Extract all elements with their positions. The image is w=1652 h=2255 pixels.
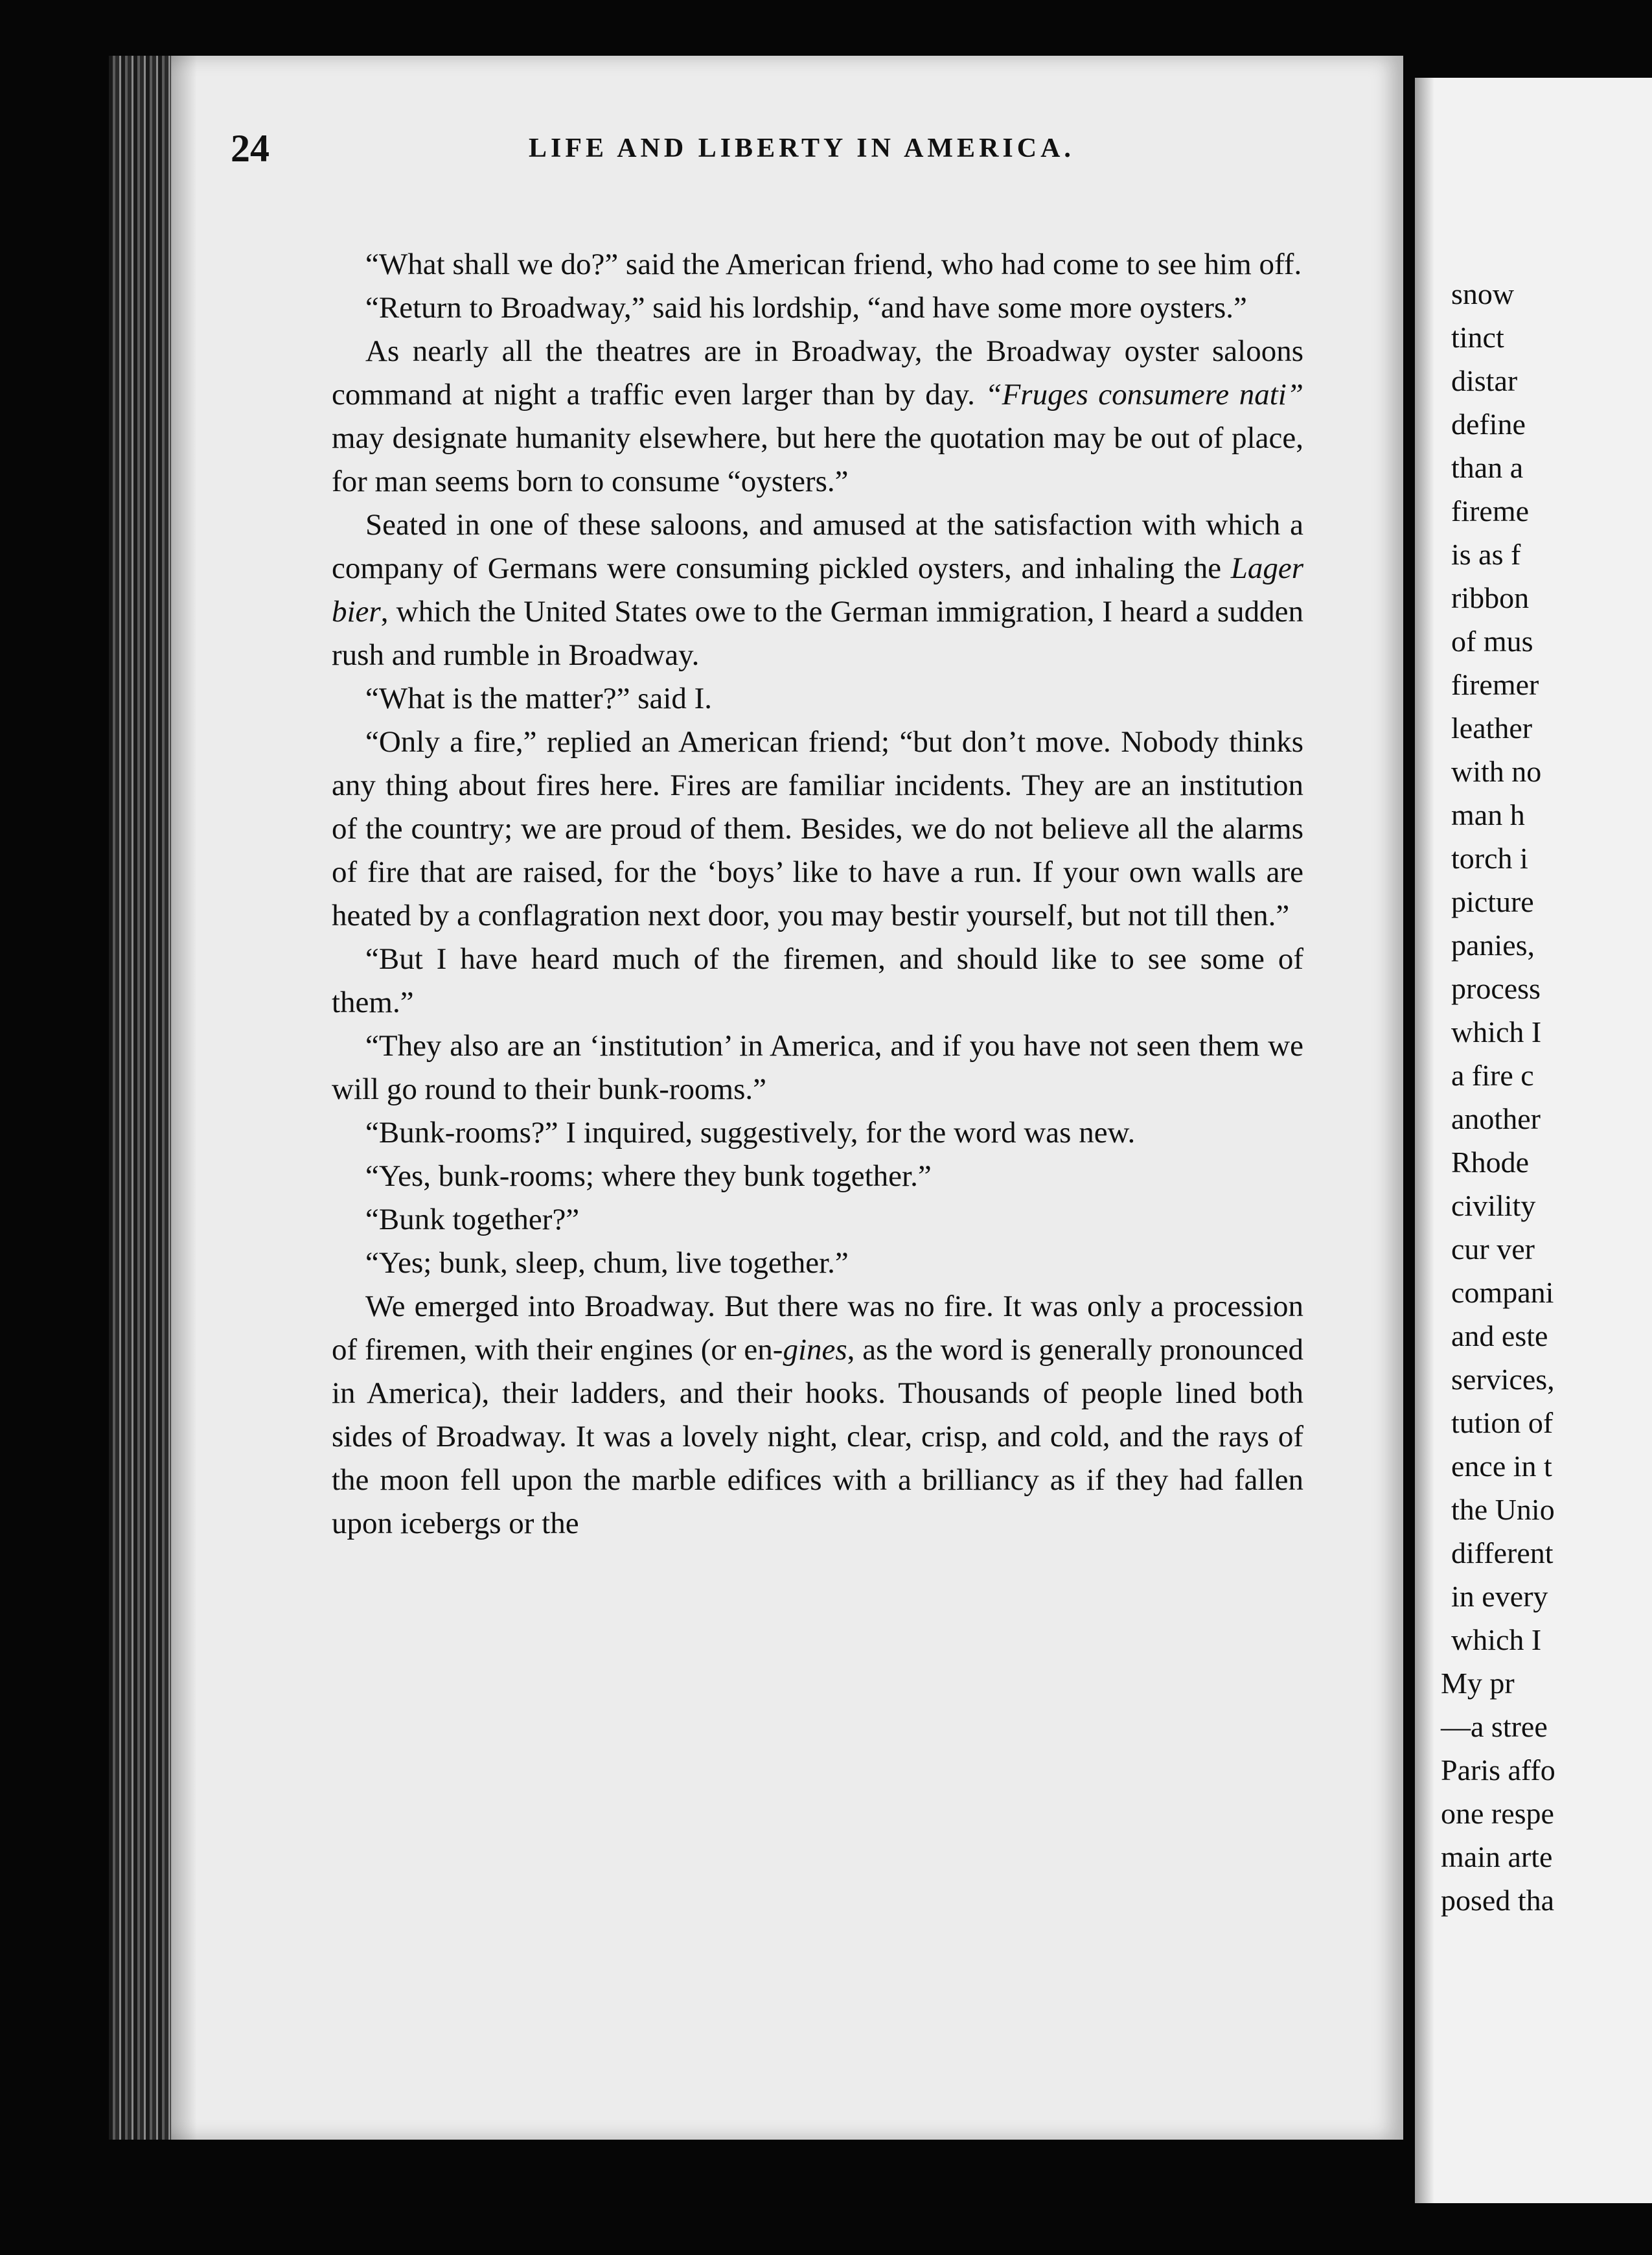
text-run: As nearly all the theatres are in Broadway, the Broadway oyster saloons command at night a traffic even larger than by day. [332, 334, 1303, 411]
right-page-line: is as f [1451, 538, 1521, 571]
paragraph: “But I have heard much of the firemen, and should like to see some of them.” [332, 942, 1303, 1019]
right-page-line: Rhode [1451, 1146, 1530, 1179]
italic-term: Lager bier [332, 551, 1304, 629]
page-edge-gutter [109, 56, 171, 2140]
right-page-line: cur ver [1451, 1232, 1535, 1266]
right-page-line: firemer [1451, 668, 1539, 701]
right-page-line: ence in t [1451, 1450, 1552, 1483]
right-page-line: tution of [1451, 1406, 1554, 1439]
right-page-line: —a stree [1441, 1710, 1548, 1743]
paragraph: “Only a fire,” replied an American friend; “but don’t move. Nobody thinks any thing about fires here. Fires are familiar incidents. They are an institution of the country; we are proud of them. Besides, we do not believe all the alarms of fire that are raised, for the ‘boys’ like to have a run. If your own walls are heated by a conflagration next door, you may bestir yourself, but not till then.” [332, 725, 1303, 932]
right-page-line: the Unio [1451, 1493, 1555, 1526]
right-page-line: one respe [1441, 1797, 1554, 1830]
right-page-line: tinct [1451, 321, 1504, 354]
right-page-line: in every [1451, 1580, 1548, 1613]
right-page-line: with no [1451, 755, 1542, 788]
right-page-line: different [1451, 1536, 1554, 1569]
right-page-line: snow [1451, 277, 1515, 310]
right-page-line: My pr [1441, 1667, 1515, 1700]
paragraph: “Yes, bunk-rooms; where they bunk together.” [365, 1159, 932, 1193]
paragraph: “What is the matter?” said I. [365, 682, 713, 715]
right-page-line: which I [1451, 1015, 1542, 1048]
page-number: 24 [231, 127, 270, 170]
right-page-line: Paris affo [1441, 1753, 1555, 1787]
right-page-line: services, [1451, 1363, 1555, 1396]
right-page-line: fireme [1451, 494, 1530, 527]
right-page-line: another [1451, 1102, 1541, 1135]
paragraph [332, 503, 1303, 677]
right-page-line: and este [1451, 1319, 1548, 1352]
right-page-line: posed tha [1441, 1884, 1555, 1917]
paragraph: “Bunk together?” [365, 1203, 580, 1236]
right-page-line: main arte [1441, 1840, 1553, 1873]
body-text [332, 243, 1303, 1545]
right-page-line: ribbon [1451, 581, 1530, 614]
right-page-fragment [1415, 78, 1652, 2203]
paragraph: “Return to Broadway,” said his lordship, “and have some more oysters.” [365, 291, 1247, 325]
right-page-line: torch i [1451, 842, 1528, 875]
right-page-line: process [1451, 972, 1541, 1005]
right-page-line: leather [1451, 711, 1533, 745]
text-run: , as the word is generally pronounced in America), their ladders, and their hooks. Thousands of people lined both sides of Broadway. It was a lovely night, clear, crisp, and cold, and the rays of the moon fell upon the marble edifices with a brilliancy as if they had fallen upon icebergs or the [332, 1333, 1303, 1540]
running-head [231, 126, 1303, 172]
paragraph [332, 330, 1303, 503]
text-run: Seated in one of these saloons, and amused at the satisfaction with which a company of Germans were consuming pickled oysters, and inhaling the [332, 508, 1303, 585]
paragraph: “Bunk-rooms?” I inquired, suggestively, for the word was new. [365, 1116, 1136, 1150]
right-page-line: compani [1451, 1276, 1554, 1309]
right-page-line: of mus [1451, 625, 1533, 658]
right-page-line: define [1451, 408, 1526, 441]
paragraph: “What shall we do?” said the American friend, who had come to see him off. [365, 248, 1302, 281]
text-run: We emerged into Broadway. But there was no fire. It was only a procession of firemen, with their engines (or en- [332, 1289, 1303, 1367]
right-page-line: panies, [1451, 929, 1535, 962]
right-page-line: than a [1451, 451, 1524, 484]
right-page-line: picture [1451, 885, 1534, 918]
book-title: LIFE AND LIBERTY IN AMERICA. [529, 133, 1075, 163]
paragraph: “They also are an ‘institution’ in America, and if you have not seen them we will go round to their bunk-rooms.” [332, 1029, 1303, 1106]
paragraph: “Yes; bunk, sleep, chum, live together.” [365, 1246, 849, 1280]
right-page-line: a fire c [1451, 1059, 1534, 1092]
italic-term: gines [783, 1333, 847, 1367]
right-page-line: distar [1451, 364, 1518, 397]
text-run: may designate humanity elsewhere, but here the quotation may be out of place, for man seems born to consume “oysters.” [332, 421, 1303, 498]
right-page-line: which I [1451, 1623, 1542, 1656]
right-page-line: man h [1451, 798, 1525, 831]
latin-quotation: “Fruges consumere nati” [985, 378, 1304, 411]
right-page-lines [1415, 272, 1652, 1922]
text-run: , which the United States owe to the German immigration, I heard a sudden rush and rumble in Broadway. [332, 595, 1303, 672]
right-page-line: civility [1451, 1189, 1536, 1222]
paragraph [332, 1285, 1303, 1545]
